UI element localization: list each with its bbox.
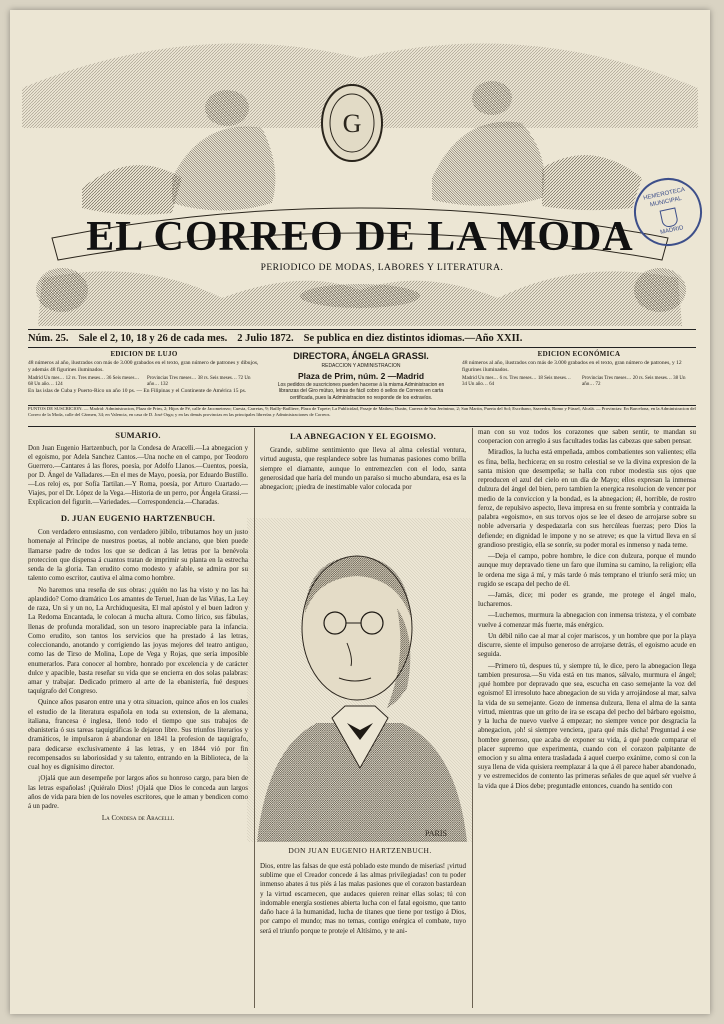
article-paragraph: —Jamás, dice; mi poder es grande, me protege el ángel malo, lucharemos. [478,590,696,609]
edicion-lujo-box [28,349,260,405]
issue-frequency: Sale el 2, 10, 18 y 26 de cada mes. [78,333,228,344]
sumario-title: SUMARIO. [115,430,161,440]
masthead-engraving [22,28,698,326]
issue-languages: Se publica en diez distintos idiomas.—Año XXII. [303,333,523,344]
article-paragraph: Grande, sublime sentimiento que lleva al alma celestial ventura, virtud augusta, que resplandece sobre las humanas pasiones como brilla siempre el diamante, aunque lo entremezclen con el lodo, santa generosidad que haría del mundo un paraíso si mucho abundara, esa es la abnegacion; ¡piedra de inestimable valor colocada por [260,446,466,492]
portrait-engraving [247,518,473,842]
portrait-caption: DON JUAN EUGENIO HARTZENBUCH. [288,846,432,855]
lujo-madrid-prices: Madrid Un mes… 12 rs. Tres meses… 36 Seis meses… 68 Un año… 124 [28,375,140,387]
edicion-economica-box [462,349,696,405]
newspaper-title: EL CORREO DE LA MODA [86,214,634,260]
article-abnegacion [260,428,466,514]
center-medallion [322,85,382,161]
stamp-crest-icon [660,208,679,229]
economica-provincias-prices: Provincias Tres meses… 20 rs. Seis meses… 38 Un año… 72 [582,375,686,387]
edicion-economica-title: EDICION ECONÓMICA [537,350,621,358]
issue-number: Núm. 25. [28,333,69,344]
directora-label: DIRECTORA, ÁNGELA GRASSI. [293,351,429,361]
article-abnegacion-bottom [260,862,466,1010]
article-signature: La Condesa de Aracelli. [101,814,175,823]
article-paragraph: Miradlos, la lucha está empeñada, ambos combatientes son valientes; ella es fina, bella, hechicera; en su rostro celestial se ve la divina expresion de la santa mision que desempeña; se halla con rubor modestia sus ojos que reproducen el azul del cielo en un día de Mayo; ellos expresan la inmensa dulzura del ángel del bien, pero tambien la energica resolucion de vencer por medio de la conviccion y la bondad, es la abnegacion; él, horrible, de rostro feroz, de repulsivo aspecto, lleva impresa en su frente sombría y contraida la palabra «egoismo», en sus torvos ojos se lee el deseo de arrojarse sobre su noble adversaria y despedazarla con sus hercúleas fuerzas; pero Dios la defiende; en dignidad le impone y no se atreve; es que la virtud lleva en sí grandioso prestigio, ella se sonríe, su poder moral es inmenso y nada teme. [478,448,696,549]
article-paragraph: Dios, entre las falsas de que está poblado este mundo de miserias! ¡virtud sublime que el Creador concede á las almas privilegiadas! con tu poder inmenso abates á tus piés á las malas pasiones que el corazon bastardean y la virtud escarnecen, que audaces quieren reinar ellas solas; tú con indomable energía sostienes abierta lucha con el fatal egoismo, que tanto daño hace á la humanidad, lucha de titanes que tiene por testigo á Dios, por campo el mundo; mas no temas, contigo enérgica el combate, tuyo será el triunfo porque te proteje el Altísimo, y te ani- [260,862,466,935]
article-hartzenbuch-title: D. JUAN EUGENIO HARTZENBUCH. [60,513,216,523]
sumario-text: Don Juan Eugenio Hartzenbuch, por la Condesa de Aracelli.—La abnegacion y el egoismo, por Adela Sanchez Cantos.—Una noche en el campo, por Teodoro Guerrero.—Cantares á las flores, poesía, por Adolfo Llanos.—Cuentos, poesía, por D. Ángel de Valladares.—En el mes de Mayo, poesía, por Eduardo Bustillo.—Los reloj es, por Sofía Tartilan.—Y Roma, poesía, por Arturo Cuartado.—Viajes, por el Dr. López de la Vega.—Historia de un perro, por Ángela Grassi.—Explicacion del figurín.—Variedades.—Correspondencia.—Charadas. [28,445,248,507]
article-paragraph: —Deja el campo, pobre hombre, le dice con dulzura, porque el mundo aunque muy depravado tiene un faro que ilumina su camino, la religion; ella le ordena me siga á mí, y más tarde ó más temprano el triunfo será mío; un rugido se escapa del pecho de él. [478,552,696,588]
edicion-economica-text: 48 números al año, ilustrados con más de 3.000 grabados en el texto, gran número de patrones, y 12 figurines iluminados. [462,359,682,373]
article-hartzenbuch [28,510,248,1010]
direccion-box [268,349,454,405]
article-paragraph: man con su voz todos los corazones que saben sentir, te mandan su cooperacion con arreglo á sus facultades todas las cabezas que saben pensar. [478,428,696,446]
edicion-lujo-text: 48 números al año, ilustrados con más de 3.000 grabados en el texto, gran número de patrones y dibujos, y además 48 figurines iluminados. [28,359,259,373]
newspaper-page [10,10,710,1014]
lujo-overseas-note: En las islas de Cuba y Puerto-Rico un año 10 ps. — En Filipinas y el Continente de América 15 ps. [28,388,247,394]
svg-text:G: G [342,109,362,138]
puntos-de-suscricion: PUNTOS DE SUSCRICION. — Madrid: Administracion, Plaza de Prim, 2; Hijos de Fé, calle de Jacometrezo; Cuesta, Carretas, 9; Bailly-Bailliere, Plaza de Topete; La Publicidad, Pasaje de Matheu; Durán, Carrera de San Jerónimo, 2; San Martin, Puerta del Sol; Escribano, Saavedra, Romo y Füssel, Alcalá. — Provincias: En Barcelona, en la Administracion del Correo de la Moda, calle del Cármen, 34; en Valencia, en casa de D. José Orga; y en las demás provincias en las principales librerías y Administraciones de Correos. [28,406,696,427]
stamp-top-text: HEMEROTECA MUNICIPAL [642,187,686,209]
issue-date: 2 Julio 1872. [237,333,294,344]
office-address: Plaza de Prim, núm. 2 —Madrid [297,370,425,381]
economica-madrid-prices: Madrid Un mes… 6 rs. Tres meses… 18 Seis meses… 34 Un año… 64 [462,375,571,387]
sumario-section [28,428,248,508]
article-paragraph: No haremos una reseña de sus obras: ¿quién no las ha visto y no las ha aplaudido? Como dramático Los amantes de Teruel, Juan de las Viñas, La Ley de raza, Un si y un no, La Archiduquesita, El mal apóstol y el buen ladron y La Redoma Encantada, le colocan á mucha altura. Como lírico, sus fábulas, llenas de profunda moralidad, son un tesoro inapreciable para la infancia. Como erudito, son tantos los servicios que ha prestado á las letras, coleccionando, anotando y corrigiendo las joyas mejores del teatro antiguo, como las de Tirso de Molina, Lope de Vega y Rojas, que sería imposible enumerarlos. Para conocer al hombre, honrado por excelencia y de carácter dulce y apacible, basta reseñar su vida que se encierra en dos solas palabras: amar y trabajar. Dedicado primero al arte de la ebanistería, fué despues taquígrafo del Congreso. [28,585,248,696]
article-paragraph: —Luchemos, murmura la abnegacion con inmensa tristeza, y el combate vuelve á comenzar más fuerte, más enérgico. [478,611,696,629]
lujo-provincias-prices: Provincias Tres meses… 38 rs. Seis meses… 72 Un año… 132 [147,375,251,387]
newspaper-subtitle: PERIODICO DE MODAS, LABORES Y LITERATURA. [260,263,504,273]
article-paragraph: ¡Ojalá que aun desempeñe por largos años su honroso cargo, para bien de las letras españolas! ¡Quiéralo Dios! ¡Ojalá que Dios le conceda aun largos años de vida para bien de los noveles escritores, que le aman y bendicen como á un padre. [28,774,248,811]
article-paragraph: Con verdadero entusiasmo, con verdadero júbilo, tributamos hoy un justo homenaje al Príncipe de nuestros poetas, al noble anciano, que bien puede llamarse padre de todos los que se dedican á las letras por la benévola proteccion que dispensa á cuantos tratan de imprimir su planta en la estrecha senda de la gloria. Tan erudito como modesto y afable, se admira por su talento como escritor, cautiva el alma como hombre. [28,528,248,583]
office-label: REDACCION Y ADMINISTRACION [321,363,401,370]
issue-info-bar [28,329,696,348]
stamp-bottom-text: MADRID [659,225,685,237]
subscription-row [28,349,696,406]
edicion-lujo-title: EDICION DE LUJO [110,350,178,358]
article-abnegacion-title: LA ABNEGACION Y EL EGOISMO. [289,431,437,441]
article-paragraph: Un débil niño cae al mar al cojer mariscos, y un hombre que por la playa discurre, siente el impulso generoso de arrojarse detrás, el egoismo acude en seguida. [478,631,696,659]
masthead [22,28,698,326]
portrait-engraver: PARIS [425,829,447,838]
article-abnegacion-continued [478,428,696,1010]
article-paragraph: Quince años pasaron entre una y otra situacion, quince años en los cuales el estudio de la literatura española en toda su extension, de la alemana, italiana, francesa é inglesa, llenó todo el tiempo que sus trabajos de ebanistería ó sus tareas taquigráficas le dejaron libre. Sus triunfos literarios y dramáticos, le impulsaron á abandonar en 1841 la profesion de taquígrafo, para dedicarse exclusivamente á las letras, y en 1844 vió por fin recompensados su laboriosidad y su talento, entrando en la Biblioteca, de la cual hoy es dignísimo director. [28,698,248,772]
office-note: Los pedidos de suscriciones pueden hacerse á la misma Administracion en libranzas del Giro mútuo, letras de fácil cobro ó sellos de Correos en carta certificada, pues la Administracion no responde de los extravíos. [277,382,445,401]
article-paragraph: —Primero tú, despues tú, y siempre tú, le dice, pero la abnegacion llega tambien presurosa.—Su vida está en tus manos, sálvalo, murmura el ángel; ¡qué hombre por depravado que sea, escucha en caso semejante la voz del egoismo! El irresoluto hace abnegacion de su vida y arrojándose al mar, salva la vida de su semejante. Gozo de inmensa dulzura, llena el alma de la santa virtud, mientras que un grito de ira se escapa del pecho del bárbaro egoismo, y la lucha de nuevo vuelve á empezar; no siempre vence por desgracia la abnegacion, ¡oh! si siempre venciera, ¡para qué más dicha! Preguntad á ese hombre generoso, que acaba de exponer su vida, á qué puede comparar el placer supremo que experimenta, cuando con el corazon palpitante de emocion y su alma entera trasladada á aquel cuerpo exánime, como si con la suya llena de vida quisiera reemplazar á la que á él parece haber abandonado, y ve estremecidos de contento las primeras señales de que aquel sér vuelve á la vida que á Dios debe; preguntadle entonces, cuando ha sentido con [478,661,696,790]
